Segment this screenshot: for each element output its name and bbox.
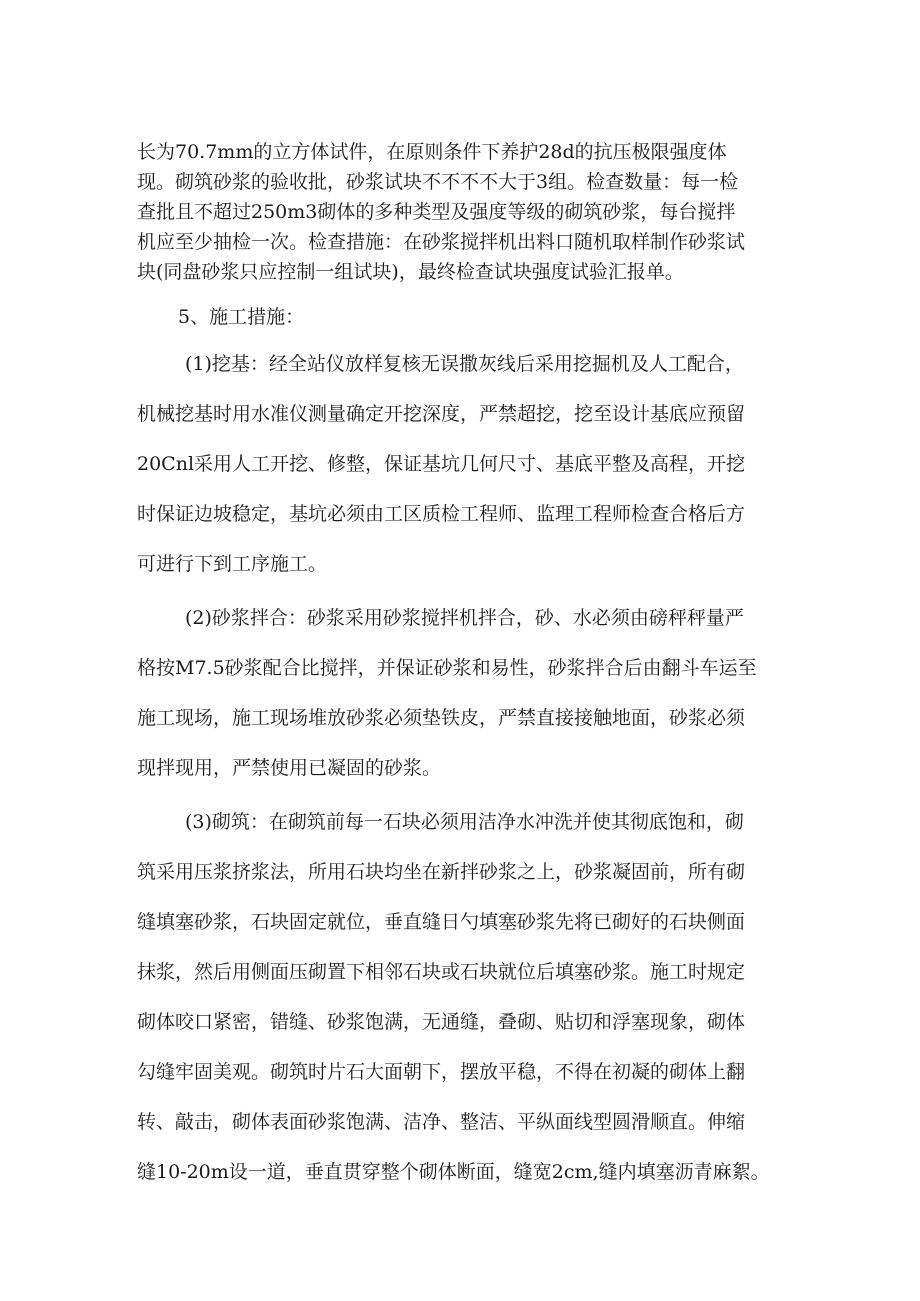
text-line: 筑采用压浆挤浆法，所用石块均坐在新拌砂浆之上，砂浆凝固前，所有砌 (137, 861, 746, 883)
text-line: 现。砌筑砂浆的验收批，砂浆试块不不不不大于3组。检查数量：每一检 (137, 171, 739, 193)
text-line: 砌体咬口紧密，错缝、砂浆饱满，无通缝，叠砌、贴切和浮塞现象，砌体 (137, 1011, 746, 1033)
text-line: 缝10-20m设一道，垂直贯穿整个砌体断面，缝宽2cm,缝内填塞沥青麻絮。 (137, 1161, 770, 1183)
text-line: 长为70.7mm的立方体试件，在原则条件下养护28d的抗压极限强度体 (137, 141, 727, 163)
text-line: 缝填塞砂浆，石块固定就位，垂直缝日勺填塞砂浆先将已砌好的石块侧面 (137, 911, 746, 933)
text-line: 块(同盘砂浆只应控制一组试块)，最终检查试块强度试验汇报单。 (137, 261, 684, 283)
text-line: 勾缝牢固美观。砌筑时片石大面朝下，摆放平稳，不得在初凝的砌体上翻 (137, 1061, 746, 1083)
text-line: 抹浆，然后用侧面压砌置下相邻石块或石块就位后填塞砂浆。施工时规定 (137, 961, 746, 983)
text-line: 时保证边坡稳定，基坑必须由工区质检工程师、监理工程师检查合格后方 (137, 503, 746, 525)
text-line: 现拌现用，严禁使用已凝固的砂浆。 (137, 757, 442, 779)
text-line: 格按M7.5砂浆配合比搅拌，并保证砂浆和易性，砂浆拌合后由翻斗车运至 (137, 657, 757, 679)
text-line: 机应至少抽检一次。检查措施：在砂浆搅拌机出料口随机取样制作砂浆试 (137, 231, 746, 253)
text-line: 转、敲击，砌体表面砂浆饱满、洁净、整洁、平纵面线型圆滑顺直。伸缩 (137, 1111, 746, 1133)
text-line: (2)砂浆拌合：砂浆采用砂浆搅拌机拌合，砂、水必须由磅秤秤量严 (185, 607, 744, 629)
section-heading: 5、施工措施： (178, 306, 305, 328)
text-line: 查批且不超过250m3砌体的多种类型及强度等级的砌筑砂浆，每台搅拌 (137, 201, 736, 223)
text-line: (1)挖基：经全站仪放样复核无误撒灰线后采用挖掘机及人工配合， (185, 353, 744, 375)
text-line: 施工现场，施工现场堆放砂浆必须垫铁皮，严禁直接接触地面，砂浆必须 (137, 707, 746, 729)
text-line: 20Cnl采用人工开挖、修整，保证基坑几何尺寸、基底平整及高程，开挖 (137, 453, 746, 475)
text-line: 可进行下到工序施工。 (137, 553, 328, 575)
text-line: 机械挖基时用水准仪测量确定开挖深度，严禁超挖，挖至设计基底应预留 (137, 403, 746, 425)
text-line: (3)砌筑：在砌筑前每一石块必须用洁净水冲洗并使其彻底饱和，砌 (185, 811, 744, 833)
